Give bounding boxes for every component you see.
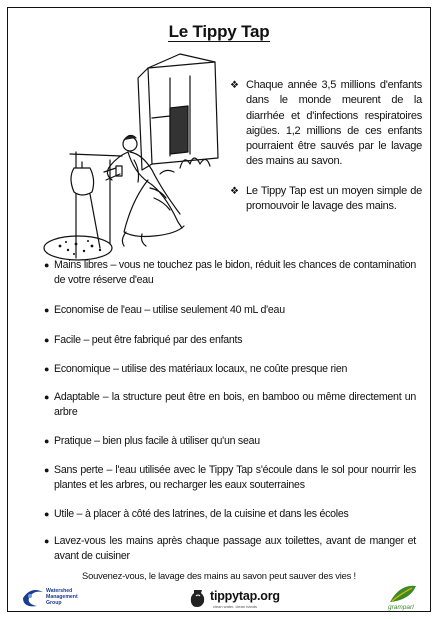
list-item: ● Sans perte – l'eau utilisée avec le Tippy Tap s'écoule dans le sol pour nourrir les plantes et les arbres, ou recharger les eaux souterraines <box>44 464 416 491</box>
list-item: ● Facile – peut être fabriqué par des enfants <box>44 334 243 346</box>
wmg-line-2: Management <box>46 594 78 601</box>
diamond-bullet-icon: ❖ <box>230 185 239 197</box>
wmg-swirl-icon <box>20 586 46 608</box>
list-item: ● Pratique – bien plus facile à utiliser qu'un seau <box>44 435 260 447</box>
list-item: ● Economique – utilise des matériaux locaux, ne coûte presque rien <box>44 363 348 375</box>
fact-text: Le Tippy Tap est un moyen simple de promouvoir le lavage des mains. <box>246 184 422 213</box>
tippytap-tagline: clean water. clean hands <box>213 604 258 609</box>
diamond-bullet-icon: ❖ <box>230 80 239 91</box>
facts-list <box>230 78 422 214</box>
tippytap-logo <box>190 588 280 612</box>
bullet-dot-icon: ● <box>44 305 50 315</box>
bullet-dot-icon: ● <box>44 536 50 546</box>
fact-item <box>230 78 422 170</box>
bullet-dot-icon: ● <box>44 392 50 402</box>
fact-text: Chaque année 3,5 millions d'enfants dans le monde meurent de la diarrhée et d'infections respiratoires aigües. 1,2 millions de ces enfants pourraient être sauvés par le lavage des mains au savon. <box>246 79 422 168</box>
bullet-dot-icon: ● <box>44 509 50 519</box>
list-item: ● Adaptable – la structure peut être en bois, en bamboo ou même directement un arbre <box>44 391 416 418</box>
tippy-tap-illustration <box>30 48 245 263</box>
list-item: ● Economise de l'eau – utilise seulement 40 mL d'eau <box>44 304 285 316</box>
water-jug-icon <box>190 588 206 608</box>
list-item: ● Utile – à placer à côté des latrines, de la cuisine et dans les écoles <box>44 508 349 520</box>
leaf-icon <box>384 584 418 604</box>
gramparl-name: gramparl <box>388 604 414 611</box>
poster-frame <box>7 7 431 612</box>
list-item: ● Lavez-vous les mains après chaque passage aux toilettes, avant de manger et avant de cuisiner <box>44 535 416 562</box>
footer-note: Souvenez-vous, le lavage des mains au savon peut sauver des vies ! <box>82 570 356 581</box>
wmg-line-3: Group <box>46 600 62 607</box>
bullet-dot-icon: ● <box>44 465 50 475</box>
bullet-dot-icon: ● <box>44 436 50 446</box>
bullet-dot-icon: ● <box>44 364 50 374</box>
watershed-management-group-logo <box>20 586 92 612</box>
wmg-line-1: Watershed <box>46 588 73 594</box>
list-item: ● Mains libres – vous ne touchez pas le bidon, réduit les chances de contamination de votre réserve d'eau <box>44 259 416 286</box>
gramparl-logo <box>384 584 424 612</box>
tippytap-name: tippytap.org <box>210 589 280 603</box>
poster-title: Le Tippy Tap <box>168 22 270 41</box>
fact-item <box>230 184 422 215</box>
bullet-dot-icon: ● <box>44 260 50 270</box>
bullet-dot-icon: ● <box>44 335 50 345</box>
